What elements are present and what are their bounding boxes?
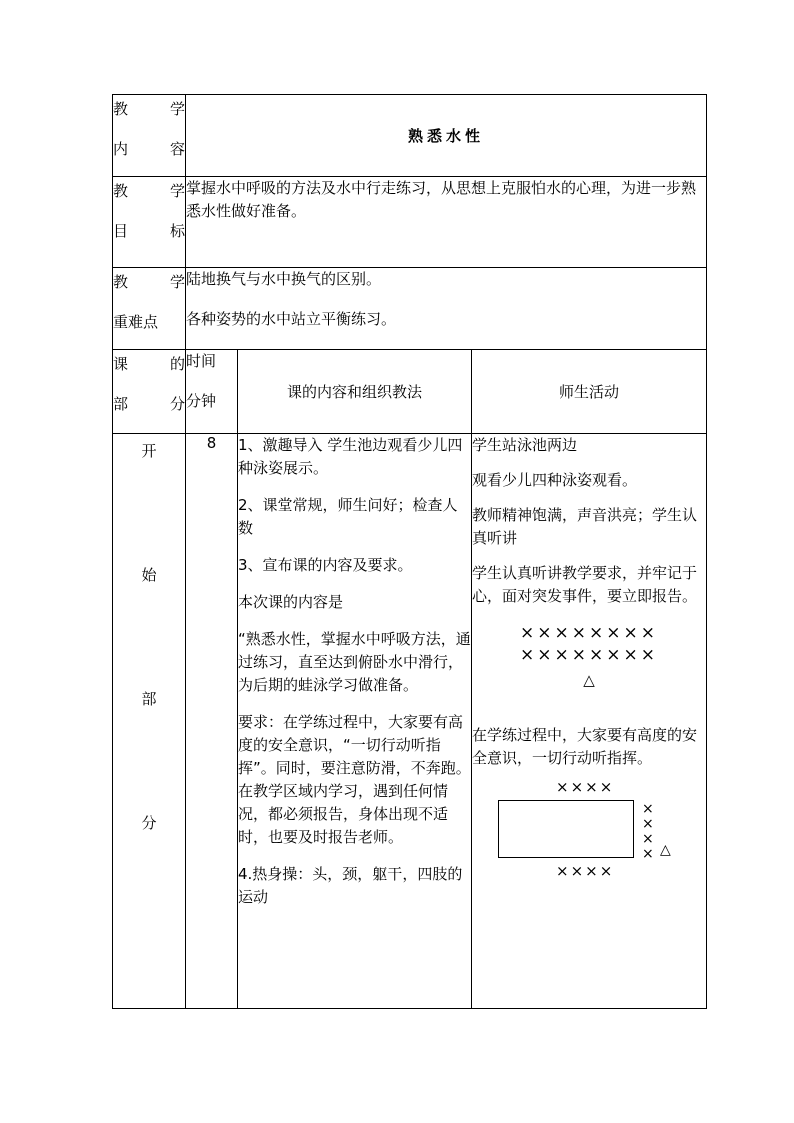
content-item: 4.热身操：头，颈，躯干，四肢的运动	[238, 865, 463, 906]
label-char: 分	[169, 395, 185, 413]
content-item: “熟悉水性，掌握水中呼吸方法，通过练习，直至达到俯卧水中滑行，为后期的蛙泳学习做准备。	[238, 630, 471, 694]
label-char: 部	[113, 395, 129, 413]
student-column-side	[642, 802, 654, 862]
student-mark: ×	[642, 801, 654, 817]
label-char: 学	[169, 182, 185, 200]
pool-rectangle	[498, 800, 634, 858]
activity-item: 教师精神饱满，声音洪亮；学生认真听讲	[472, 506, 698, 547]
row-headers	[113, 350, 707, 434]
content-item: 2、课堂常规，师生问好；检查人数	[238, 496, 458, 537]
header-time-line: 时间	[186, 352, 217, 370]
label-char: 课	[113, 355, 129, 373]
content-item: 本次课的内容是	[238, 593, 344, 611]
activity-item: 学生站泳池两边	[472, 436, 578, 454]
label-char: 教	[113, 100, 129, 118]
label-char: 学	[169, 100, 185, 118]
lesson-title: 熟悉水性	[186, 95, 707, 177]
header-method: 课的内容和组织教法	[238, 350, 472, 434]
header-time	[186, 350, 238, 434]
content-item: 1、激趣导入 学生池边观看少儿四种泳姿展示。	[238, 436, 463, 477]
label-char: 的	[169, 355, 185, 373]
label-char: 学	[169, 273, 185, 291]
label-teaching-goal	[113, 177, 186, 268]
formation-diagram-lines	[472, 622, 706, 690]
section-char: 部	[141, 690, 157, 708]
header-activity: 师生活动	[472, 350, 707, 434]
activity-item: 观看少儿四种泳姿观看。	[472, 471, 638, 489]
section-name	[113, 434, 186, 1009]
row-teaching-content	[113, 95, 707, 177]
lesson-plan-table	[112, 94, 707, 1009]
activity-note: 在学练过程中，大家要有高度的安全意识，一切行动听指挥。	[472, 726, 698, 767]
student-mark: ×	[642, 816, 654, 832]
key-points-text	[186, 268, 707, 350]
label-char: 重难点	[113, 313, 159, 331]
method-content	[238, 434, 472, 1009]
section-char: 分	[141, 814, 157, 832]
row-opening-section	[113, 434, 707, 1009]
label-char: 标	[169, 222, 185, 240]
student-row: ××××××××	[520, 645, 658, 665]
key-point: 各种姿势的水中站立平衡练习。	[186, 310, 397, 328]
teacher-marker: △	[583, 671, 595, 689]
row-key-points	[113, 268, 707, 350]
goal-text: 掌握水中呼吸的方法及水中行走练习，从思想上克服怕水的心理，为进一步熟悉水性做好准备。	[186, 177, 707, 268]
section-char: 开	[141, 442, 157, 460]
content-item: 要求：在学练过程中，大家要有高度的安全意识，“一切行动听指挥”。同时，要注意防滑，不奔跑。在教学区域内学习，遇到任何情况，都必须报告，身体出现不适时，也要及时报告老师。	[238, 713, 471, 846]
key-point: 陆地换气与水中换气的区别。	[186, 270, 382, 288]
activity-item: 学生认真听讲教学要求，并牢记于心，面对突发事件，要立即报告。	[472, 564, 698, 605]
label-char: 教	[113, 182, 129, 200]
content-item: 3、宣布课的内容及要求。	[238, 556, 413, 574]
label-char: 教	[113, 273, 129, 291]
section-char: 始	[141, 566, 157, 584]
student-mark: ×	[642, 846, 654, 862]
student-row: ××××××××	[520, 623, 658, 643]
label-teaching-content	[113, 95, 186, 177]
header-time-line: 分钟	[186, 392, 217, 410]
teacher-student-activity	[472, 434, 707, 1009]
label-char: 目	[113, 222, 129, 240]
header-lesson-part	[113, 350, 186, 434]
student-row-bottom: ××××	[556, 862, 615, 880]
teacher-marker: △	[660, 842, 671, 858]
minutes: 8	[186, 434, 238, 1009]
label-key-points	[113, 268, 186, 350]
row-teaching-goal	[113, 177, 707, 268]
student-mark: ×	[642, 831, 654, 847]
pool-formation-diagram	[486, 778, 706, 892]
student-row-top: ××××	[556, 778, 615, 796]
label-char: 容	[169, 140, 185, 158]
label-char: 内	[113, 140, 129, 158]
